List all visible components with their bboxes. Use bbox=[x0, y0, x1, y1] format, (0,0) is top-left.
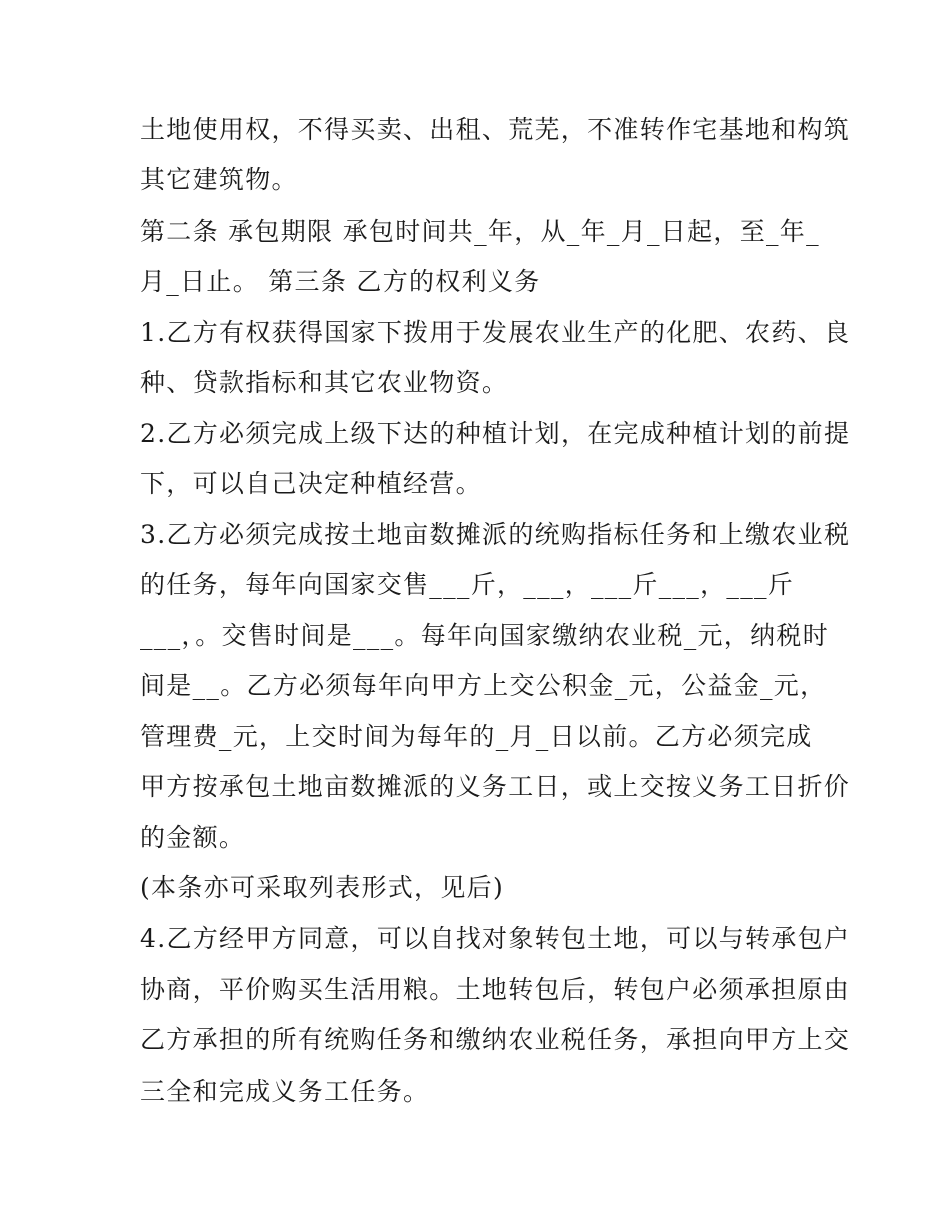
text-line: 间是__。乙方必须每年向甲方上交公积金_元，公益金_元， bbox=[140, 671, 827, 700]
text-line: 种、贷款指标和其它农业物资。 bbox=[140, 368, 509, 397]
text-line: 三全和完成义务工任务。 bbox=[140, 1077, 430, 1106]
text-line: (本条亦可采取列表形式，见后) bbox=[140, 873, 505, 902]
text-line: 的金额。 bbox=[140, 823, 246, 852]
text-line: 第二条 承包期限 承包时间共_年，从_年_月_日起，至_年_ bbox=[140, 217, 820, 246]
text-line: ___，。交售时间是___。每年向国家缴纳农业税_元，纳税时 bbox=[140, 621, 830, 650]
text-line: 2.乙方必须完成上级下达的种植计划，在完成种植计划的前提 bbox=[140, 419, 851, 448]
text-line: 月_日止。 第三条 乙方的权利义务 bbox=[140, 267, 541, 296]
text-line: 4.乙方经甲方同意，可以自找对象转包土地，可以与转承包户 bbox=[140, 924, 851, 953]
text-line: 其它建筑物。 bbox=[140, 165, 298, 194]
text-line: 协商，平价购买生活用粮。土地转包后，转包户必须承担原由 bbox=[140, 975, 851, 1004]
text-line: 的任务，每年向国家交售___斤，___，___斤___，___斤 bbox=[140, 570, 795, 599]
text-line: 乙方承担的所有统购任务和缴纳农业税任务，承担向甲方上交 bbox=[140, 1025, 851, 1054]
text-line: 管理费_元，上交时间为每年的_月_日以前。乙方必须完成 bbox=[140, 722, 813, 751]
text-line: 3.乙方必须完成按土地亩数摊派的统购指标任务和上缴农业税 bbox=[140, 520, 851, 549]
text-line: 1.乙方有权获得国家下拨用于发展农业生产的化肥、农药、良 bbox=[140, 318, 851, 347]
text-line: 甲方按承包土地亩数摊派的义务工日，或上交按义务工日折价 bbox=[140, 772, 851, 801]
text-line: 下，可以自己决定种植经营。 bbox=[140, 469, 482, 498]
text-line: 土地使用权，不得买卖、出租、荒芜，不准转作宅基地和构筑 bbox=[140, 115, 851, 144]
